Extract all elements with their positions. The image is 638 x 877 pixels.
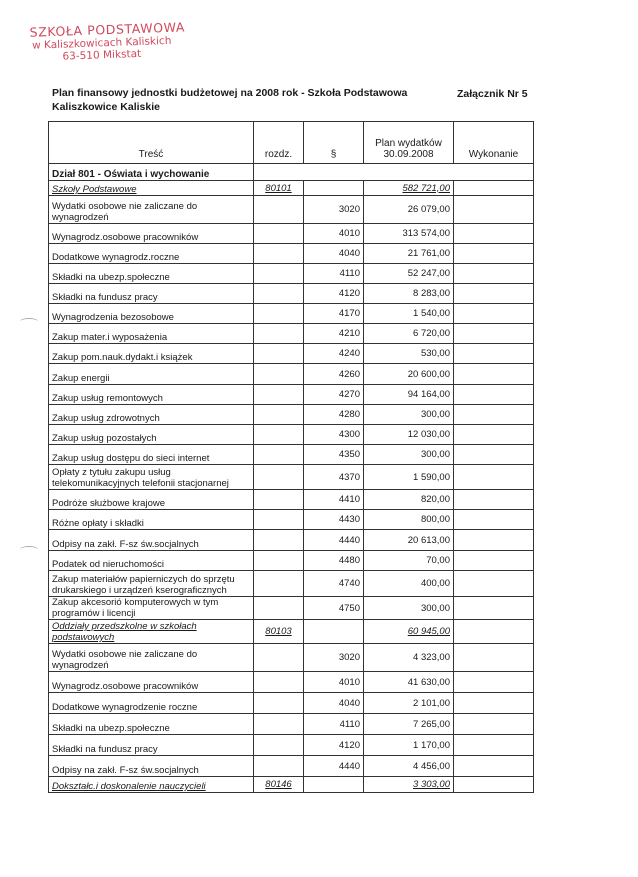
cell-wykonanie [454, 490, 534, 510]
cell-wykonanie [454, 344, 534, 364]
cell-paragraph: 4270 [304, 385, 364, 405]
document-title: Plan finansowy jednostki budżetowej na 2008 rok - Szkoła Podstawowa Kaliszkowice Kaliskie [52, 87, 408, 113]
table-row [49, 465, 534, 490]
annex-number: Załącznik Nr 5 [457, 88, 528, 100]
cell-wykonanie [454, 530, 534, 551]
stamp-line-1: SZKOŁA PODSTAWOWA [29, 19, 186, 40]
cell-tresc: Zakup akcesorió komputerowych w tym programów i licencji [49, 597, 254, 620]
cell-tresc: Wynagrodz.osobowe pracowników [49, 672, 254, 693]
cell-wykonanie [454, 693, 534, 714]
cell-paragraph: 4480 [304, 551, 364, 571]
cell-plan: 313 574,00 [364, 224, 454, 244]
cell-paragraph: 4300 [304, 425, 364, 445]
cell-paragraph: 4110 [304, 264, 364, 284]
cell-tresc: Zakup energii [49, 364, 254, 385]
cell-paragraph [304, 620, 364, 644]
table-row [49, 344, 534, 364]
cell-rozdz [254, 244, 304, 264]
section-row [49, 164, 534, 181]
cell-tresc: Opłaty z tytułu zakupu usług telekomunikacyjnych telefonii stacjonarnej [49, 465, 254, 490]
table-row [49, 571, 534, 597]
cell-plan: 1 540,00 [364, 304, 454, 324]
table-row [49, 264, 534, 284]
cell-paragraph: 4110 [304, 714, 364, 735]
cell-wykonanie [454, 425, 534, 445]
cell-rozdz: 80103 [254, 620, 304, 644]
cell-wykonanie [454, 672, 534, 693]
cell-plan: 20 613,00 [364, 530, 454, 551]
cell-rozdz [254, 490, 304, 510]
cell-rozdz: 80101 [254, 181, 304, 196]
cell-wykonanie [454, 777, 534, 793]
cell-wykonanie [454, 304, 534, 324]
cell-plan: 70,00 [364, 551, 454, 571]
cell-tresc: Składki na ubezp.społeczne [49, 714, 254, 735]
cell-plan: 4 323,00 [364, 644, 454, 672]
cell-wykonanie [454, 196, 534, 224]
cell-wykonanie [454, 510, 534, 530]
cell-tresc: Składki na fundusz pracy [49, 735, 254, 756]
cell-plan: 800,00 [364, 510, 454, 530]
cell-tresc: Wydatki osobowe nie zaliczane do wynagrodzeń [49, 196, 254, 224]
cell-plan: 530,00 [364, 344, 454, 364]
cell-plan: 300,00 [364, 405, 454, 425]
cell-plan: 300,00 [364, 445, 454, 465]
cell-tresc: Różne opłaty i składki [49, 510, 254, 530]
cell-paragraph [304, 181, 364, 196]
cell-tresc: Zakup usług pozostałych [49, 425, 254, 445]
cell-plan: 26 079,00 [364, 196, 454, 224]
table-row [49, 672, 534, 693]
table-row [49, 324, 534, 344]
table-row [49, 714, 534, 735]
cell-plan: 21 761,00 [364, 244, 454, 264]
cell-paragraph: 4440 [304, 756, 364, 777]
cell-plan: 1 590,00 [364, 465, 454, 490]
cell-wykonanie [454, 644, 534, 672]
cell-paragraph: 4040 [304, 244, 364, 264]
cell-tresc: Zakup materiałów papierniczych do sprzętu drukarskiego i urządzeń kserograficznych [49, 571, 254, 597]
stamp-line-2: w Kaliszkowicach Kaliskich [31, 34, 172, 52]
cell-rozdz [254, 264, 304, 284]
cell-paragraph: 4430 [304, 510, 364, 530]
punch-hole-mark [20, 318, 38, 325]
subsection-row [49, 181, 534, 196]
cell-rozdz [254, 551, 304, 571]
table-row [49, 644, 534, 672]
table-row [49, 364, 534, 385]
cell-tresc: Składki na fundusz pracy [49, 284, 254, 304]
cell-paragraph: 4740 [304, 571, 364, 597]
cell-rozdz: 80146 [254, 777, 304, 793]
cell-rozdz [254, 405, 304, 425]
stamp-line-3: 63-510 Mikstat [62, 47, 142, 63]
table-row [49, 597, 534, 620]
cell-paragraph: 4120 [304, 284, 364, 304]
cell-wykonanie [454, 244, 534, 264]
cell-tresc: Dodatkowe wynagrodz.roczne [49, 244, 254, 264]
cell-paragraph: 4750 [304, 597, 364, 620]
table-row [49, 693, 534, 714]
cell-wykonanie [454, 551, 534, 571]
cell-plan: 6 720,00 [364, 324, 454, 344]
cell-plan: 41 630,00 [364, 672, 454, 693]
table-row [49, 405, 534, 425]
cell-wykonanie [454, 224, 534, 244]
cell-plan: 20 600,00 [364, 364, 454, 385]
subsection-row [49, 620, 534, 644]
cell-rozdz [254, 672, 304, 693]
table-row [49, 244, 534, 264]
cell-wykonanie [454, 445, 534, 465]
cell-tresc: Zakup usług zdrowotnych [49, 405, 254, 425]
cell-rozdz [254, 644, 304, 672]
cell-rozdz [254, 756, 304, 777]
cell-rozdz [254, 445, 304, 465]
table-row [49, 385, 534, 405]
cell-paragraph: 4010 [304, 672, 364, 693]
cell-wykonanie [454, 385, 534, 405]
cell-wykonanie [454, 735, 534, 756]
cell-wykonanie [454, 405, 534, 425]
cell-plan: 2 101,00 [364, 693, 454, 714]
cell-plan: 3 303,00 [364, 777, 454, 793]
column-header-plan: Plan wydatków 30.09.2008 [364, 122, 454, 164]
table-row [49, 284, 534, 304]
column-header-wykonanie: Wykonanie [454, 122, 534, 164]
cell-paragraph: 4240 [304, 344, 364, 364]
table-row [49, 735, 534, 756]
cell-paragraph: 3020 [304, 644, 364, 672]
table-row [49, 756, 534, 777]
cell-rozdz [254, 324, 304, 344]
cell-tresc: Podatek od nieruchomości [49, 551, 254, 571]
cell-tresc: Zakup pom.nauk.dydakt.i książek [49, 344, 254, 364]
table-row [49, 490, 534, 510]
subsection-row [49, 777, 534, 793]
cell-wykonanie [454, 264, 534, 284]
cell-rozdz [254, 714, 304, 735]
column-header-rozdz: rozdz. [254, 122, 304, 164]
table-row [49, 196, 534, 224]
cell-rozdz [254, 510, 304, 530]
cell-tresc: Oddziały przedszkolne w szkołach podstawowych [49, 620, 254, 644]
table-row [49, 530, 534, 551]
cell-paragraph: 4120 [304, 735, 364, 756]
cell-rozdz [254, 385, 304, 405]
cell-wykonanie [454, 364, 534, 385]
cell-paragraph [304, 777, 364, 793]
cell-paragraph: 4010 [304, 224, 364, 244]
cell-tresc: Wynagrodz.osobowe pracowników [49, 224, 254, 244]
cell-rozdz [254, 425, 304, 445]
cell-wykonanie [454, 181, 534, 196]
cell-tresc: Podróże służbowe krajowe [49, 490, 254, 510]
cell-paragraph: 4410 [304, 490, 364, 510]
cell-paragraph: 4370 [304, 465, 364, 490]
cell-tresc: Szkoły Podstawowe [49, 181, 254, 196]
cell-plan: 582 721,00 [364, 181, 454, 196]
cell-tresc: Dodatkowe wynagrodzenie roczne [49, 693, 254, 714]
cell-paragraph: 4210 [304, 324, 364, 344]
cell-wykonanie [454, 324, 534, 344]
budget-table [48, 121, 534, 793]
cell-wykonanie [454, 597, 534, 620]
table-row [49, 510, 534, 530]
table-row [49, 551, 534, 571]
cell-tresc: Odpisy na zakł. F-sz św.socjalnych [49, 530, 254, 551]
column-header-tresc: Treść [49, 122, 254, 164]
cell-tresc: Dokształc.i doskonalenie nauczycieli [49, 777, 254, 793]
cell-paragraph: 3020 [304, 196, 364, 224]
table-row [49, 425, 534, 445]
cell-paragraph: 4170 [304, 304, 364, 324]
table-header-row [49, 122, 534, 164]
cell-plan: 8 283,00 [364, 284, 454, 304]
cell-wykonanie [454, 714, 534, 735]
cell-plan: 7 265,00 [364, 714, 454, 735]
cell-paragraph: 4350 [304, 445, 364, 465]
cell-plan: 52 247,00 [364, 264, 454, 284]
cell-wykonanie [454, 756, 534, 777]
table-row [49, 304, 534, 324]
section-blank-cell [254, 164, 534, 181]
cell-paragraph: 4280 [304, 405, 364, 425]
cell-plan: 94 164,00 [364, 385, 454, 405]
cell-rozdz [254, 597, 304, 620]
cell-tresc: Zakup usług dostępu do sieci internet [49, 445, 254, 465]
cell-rozdz [254, 284, 304, 304]
cell-rozdz [254, 530, 304, 551]
cell-wykonanie [454, 465, 534, 490]
cell-rozdz [254, 735, 304, 756]
cell-rozdz [254, 364, 304, 385]
cell-rozdz [254, 196, 304, 224]
cell-plan: 400,00 [364, 571, 454, 597]
column-header-paragraph: § [304, 122, 364, 164]
cell-plan: 820,00 [364, 490, 454, 510]
cell-plan: 300,00 [364, 597, 454, 620]
cell-paragraph: 4440 [304, 530, 364, 551]
cell-wykonanie [454, 284, 534, 304]
cell-rozdz [254, 304, 304, 324]
cell-plan: 12 030,00 [364, 425, 454, 445]
section-title: Dział 801 - Oświata i wychowanie [49, 164, 254, 181]
cell-paragraph: 4040 [304, 693, 364, 714]
cell-plan: 1 170,00 [364, 735, 454, 756]
cell-wykonanie [454, 620, 534, 644]
cell-tresc: Zakup usług remontowych [49, 385, 254, 405]
cell-tresc: Wydatki osobowe nie zaliczane do wynagrodzeń [49, 644, 254, 672]
cell-rozdz [254, 693, 304, 714]
cell-tresc: Wynagrodzenia bezosobowe [49, 304, 254, 324]
cell-tresc: Zakup mater.i wyposażenia [49, 324, 254, 344]
cell-tresc: Składki na ubezp.społeczne [49, 264, 254, 284]
punch-hole-mark [20, 546, 38, 553]
cell-rozdz [254, 344, 304, 364]
cell-paragraph: 4260 [304, 364, 364, 385]
cell-plan: 60 945,00 [364, 620, 454, 644]
cell-wykonanie [454, 571, 534, 597]
cell-plan: 4 456,00 [364, 756, 454, 777]
cell-rozdz [254, 224, 304, 244]
school-stamp [29, 19, 190, 64]
table-row [49, 445, 534, 465]
cell-tresc: Odpisy na zakł. F-sz św.socjalnych [49, 756, 254, 777]
table-row [49, 224, 534, 244]
cell-rozdz [254, 571, 304, 597]
cell-rozdz [254, 465, 304, 490]
